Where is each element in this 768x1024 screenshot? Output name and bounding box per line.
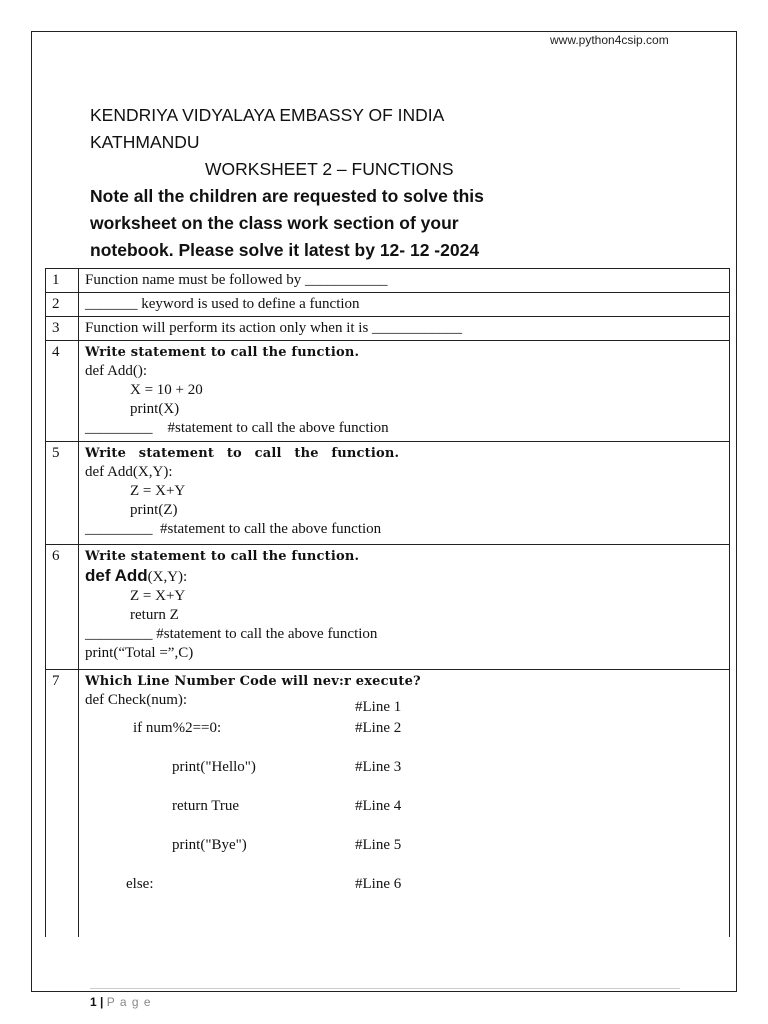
code-line: Z = X+Y (130, 588, 186, 604)
code-block (85, 691, 723, 935)
question-row-1 (46, 269, 730, 293)
def-keyword: def Add (85, 566, 148, 585)
code-line: Z = X+Y (130, 483, 186, 499)
line-label: #Line 1 (355, 699, 402, 715)
school-location: KATHMANDU (90, 132, 200, 152)
note-line-2: worksheet on the class work section of your (90, 213, 459, 233)
line-label: #Line 3 (355, 759, 402, 775)
question-text: Function will perform its action only when it is ____________ (79, 317, 730, 341)
answer-blank-line: _________ #statement to call the above function (85, 420, 389, 436)
question-heading: Write statement to call the function. (85, 549, 360, 564)
question-row-6 (46, 545, 730, 670)
question-number: 1 (46, 269, 79, 293)
def-params: (X,Y): (147, 569, 188, 585)
answer-blank-line: _________ #statement to call the above function (85, 626, 378, 642)
question-number: 7 (46, 670, 79, 938)
line-label: #Line 5 (355, 837, 402, 853)
code-line: print(X) (130, 401, 180, 417)
question-number: 6 (46, 545, 79, 670)
question-row-3 (46, 317, 730, 341)
code-line: if num%2==0: (133, 720, 222, 736)
worksheet-title: WORKSHEET 2 – FUNCTIONS (205, 159, 454, 179)
question-row-7 (46, 670, 730, 938)
page-footer (90, 995, 152, 1009)
note-line-1: Note all the children are requested to solve this (90, 186, 484, 206)
code-line: print("Bye") (172, 837, 247, 853)
question-heading: Write statement to call the function. (85, 345, 360, 360)
question-text: _______ keyword is used to define a function (79, 293, 730, 317)
page-number: 1 | (90, 995, 104, 1009)
site-url: www.python4csip.com (550, 33, 669, 47)
code-line: print(Z) (130, 502, 178, 518)
note-line-3: notebook. Please solve it latest by 12- 12 -2024 (90, 240, 480, 260)
code-line: print("Hello") (172, 759, 256, 775)
code-line: else: (126, 876, 154, 892)
question-heading: Which Line Number Code will nev:r execute? (85, 674, 421, 689)
question-number: 3 (46, 317, 79, 341)
worksheet-header (90, 102, 710, 264)
question-row-2 (46, 293, 730, 317)
code-line: print(“Total =”,C) (85, 645, 194, 661)
question-row-5 (46, 442, 730, 545)
code-line: return Z (130, 607, 179, 623)
code-line: def Add(): (85, 363, 148, 379)
question-heading: Write statement to call the function. (85, 446, 400, 461)
line-label: #Line 2 (355, 720, 402, 736)
questions-table (45, 268, 730, 937)
footer-divider (90, 988, 680, 989)
code-line (85, 566, 723, 587)
question-number: 4 (46, 341, 79, 442)
code-line: return True (172, 798, 240, 814)
question-row-4 (46, 341, 730, 442)
question-number: 2 (46, 293, 79, 317)
code-line: def Check(num): (85, 692, 188, 708)
code-line: X = 10 + 20 (130, 382, 203, 398)
question-number: 5 (46, 442, 79, 545)
page-word: P a g e (106, 995, 152, 1009)
question-text: Function name must be followed by ___________ (79, 269, 730, 293)
code-line: def Add(X,Y): (85, 464, 173, 480)
line-label: #Line 4 (355, 798, 402, 814)
line-label: #Line 6 (355, 876, 402, 892)
school-name: KENDRIYA VIDYALAYA EMBASSY OF INDIA (90, 105, 445, 125)
answer-blank-line: _________ #statement to call the above function (85, 521, 382, 537)
